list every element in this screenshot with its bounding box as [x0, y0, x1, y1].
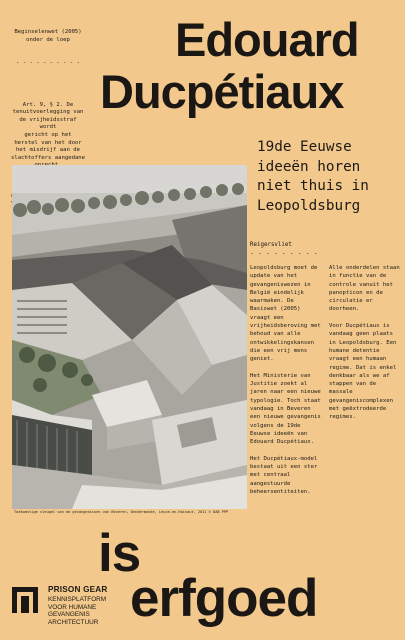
article-column-right [329, 264, 401, 430]
intro-rule: - - - - - - - - - - [16, 59, 80, 66]
article-paragraph: Het Ducpétiaux-model bestaat uit een ster met centraal aangestuurde beheersentiteiten. [250, 455, 318, 496]
slogan-line-1: is [98, 524, 141, 583]
logo-subtitle-line: KENNISPLATFORM [48, 596, 107, 603]
slogan-line-2: erfgoed [130, 569, 318, 628]
article-paragraph: Voor Ducpétiaux is vandaag geen plaats in Leopoldsburg. Een humane detentie vraagt een humaan regime. Dat is enkel denkbaar als we af stappen van de massale gevangeniscomplexen met geëxtrodeerde regimes. [329, 323, 397, 421]
title-line-2: Ducpétiaux [100, 65, 344, 118]
logo-subtitle [48, 596, 106, 626]
article-paragraph: Leopoldsburg moet de update van het gevangeniswezen in België eindelijk waarmaken. De Basiswet (2005) vraagt een vrijheidsberoving met behoud van alle ontwikkelingskansen die een vrij mens geniet. [250, 265, 321, 363]
logo-name: PRISON GEAR [48, 585, 108, 594]
image-caption: Toekomstige vleugel van de gevangenissen van Beveren, Dendermonde, Leuze-en-Hainaut, 2011 © DAB PPP [14, 510, 229, 514]
logo-subtitle-line: GEVANGENIS [48, 611, 90, 619]
article-rule: - - - - - - - - - [250, 251, 318, 257]
article-paragraph: Alle onderdelen staan in functie van de controle vanuit het panopticon en de circulatie er doorheen. [329, 265, 400, 313]
subtitle: 19de Eeuwse ideeën horen niet thuis in Leopoldsburg [257, 139, 369, 214]
article-section-title: Reigersvliet [250, 242, 292, 248]
prison-gear-logo-icon [12, 587, 38, 613]
article-column-left [250, 264, 322, 505]
logo-subtitle-line: VOOR HUMANE [48, 603, 97, 611]
prison-render-image [12, 165, 247, 509]
logo-subtitle-line: ARCHITECTUUR [48, 618, 99, 626]
title-line-1: Edouard [175, 13, 359, 66]
intro-body: Art. 9, § 2. De tenuitvoerlegging van de vrijheidsstraf wordt gericht op het herstel van het door het misdrijf aan de slachtoffers aangedane [10, 101, 86, 161]
article-paragraph: Het Ministerie van Justitie zoekt al jaren naar een nieuwe typologie. Toch staat vandaag in Beveren een nieuwe gevangenis volgens de 19de Eeuwse ideeën van Edouard Ducpétiaux. [250, 372, 321, 446]
intro-heading: Beginselenwet (2005) onder de loep [14, 29, 82, 43]
